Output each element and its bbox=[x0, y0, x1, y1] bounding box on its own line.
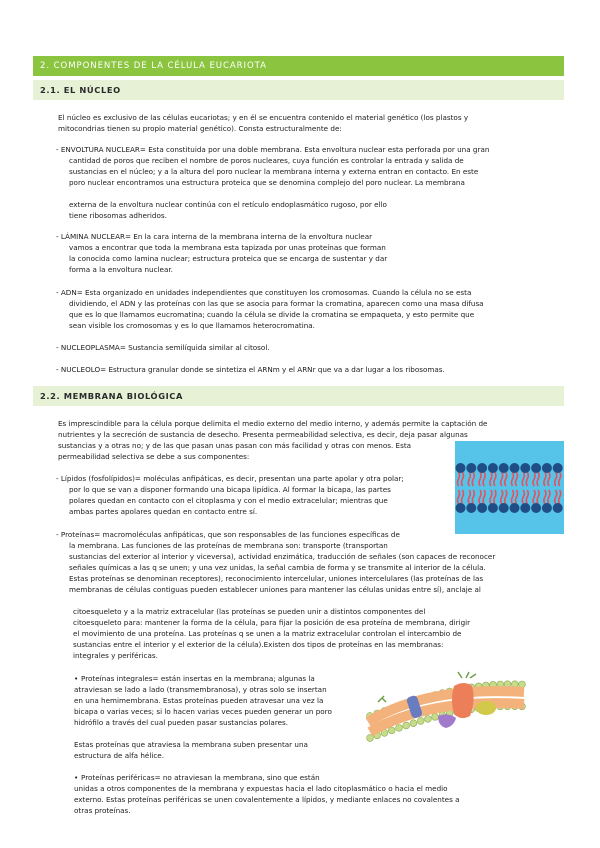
item-line: - Proteínas= macromoléculas anfipáticas, que son responsables de las funciones específicas de bbox=[56, 530, 400, 539]
membrane-intro-line: Es imprescindible para la célula porque delimita el medio externo del medio interno, y además permite la captación de bbox=[58, 419, 488, 428]
bullet: • bbox=[74, 674, 79, 683]
item-line: sustancias en el núcleo; y a la altura del poro nuclear la membrana interna y externa entran en contacto. En este bbox=[69, 167, 479, 176]
phospholipid-head bbox=[432, 714, 439, 721]
membrane-proteins-figure bbox=[366, 664, 526, 760]
phospholipid-head bbox=[466, 503, 476, 513]
item-line: citoesqueleto y a la matriz extracelular (las proteínas se pueden unir a distintos componentes del bbox=[73, 607, 426, 616]
item-line: la conocida como lamina nuclear; estructura proteica que se encarga de sustentar y dar bbox=[69, 254, 388, 263]
item-line: membranas de células contiguas pueden establecer uniones para mantener las células unidas entre sí), anclaje al bbox=[69, 585, 481, 594]
phospholipid-head bbox=[499, 503, 509, 513]
phospholipid-head bbox=[466, 463, 476, 473]
membrane-intro-line: nutrientes y la secreción de sustancia de desecho. Presenta permeabilidad selectiva, es decir, deja pasar algunas bbox=[58, 430, 468, 439]
bilayer-background bbox=[455, 441, 564, 534]
item-line: externo. Estas proteínas periféricas se unen covalentemente a lípidos, y mediante enlaces no covalentes a bbox=[74, 795, 460, 804]
phospholipid-head bbox=[488, 463, 498, 473]
phospholipid-head bbox=[510, 503, 520, 513]
section-title: 2. COMPONENTES DE LA CÉLULA EUCARIOTA bbox=[33, 56, 564, 76]
item-line: estructura de alfa hélice. bbox=[74, 751, 164, 760]
item-line: - Lípidos (fosfolípidos)= moléculas anfipáticas, es decir, presentan una parte apolar y otra polar; bbox=[56, 474, 404, 483]
membrane-intro-line: sustancias y a otras no; y de las que pasan unas pasan con más facilidad y otras con menos. Esta bbox=[58, 441, 412, 450]
item-line: - LÁMINA NUCLEAR= En la cara interna de la membrana interna de la envoltura nuclear bbox=[56, 232, 373, 241]
item-line: forma a la envoltura nuclear. bbox=[69, 265, 173, 274]
phospholipid-head bbox=[417, 718, 424, 725]
phospholipid-head bbox=[396, 725, 403, 732]
item-line: que es lo que llamamos eucromatina; cuando la célula se divide la cromatina se empaqueta, y esto permite que bbox=[69, 310, 475, 319]
item-line: otras proteínas. bbox=[74, 806, 131, 815]
item-line: Proteínas periféricas= no atraviesan la membrana, sino que están bbox=[81, 773, 320, 782]
phospholipid-head bbox=[403, 722, 410, 729]
item-line: sean visible los cromosomas y es lo que llamamos heterocromatina. bbox=[69, 321, 315, 330]
membrane-proteins-diagram bbox=[366, 664, 526, 756]
phospholipid-head bbox=[499, 463, 509, 473]
phospholipid-head bbox=[425, 716, 432, 723]
phospholipid-head bbox=[520, 463, 530, 473]
item-line: externa de la envoltura nuclear continúa con el retículo endoplasmático rugoso, por ello bbox=[69, 200, 387, 209]
phospholipid-head bbox=[477, 503, 487, 513]
nucleus-heading: 2.1. EL NÚCLEO bbox=[33, 80, 564, 100]
item-line: el movimiento de una proteína. Las proteínas q se unen a la matriz extracelular controlan el intercambio de bbox=[73, 629, 462, 638]
phospholipid-head bbox=[542, 463, 552, 473]
item-line: dividiendo, el ADN y las proteínas con las que se asocia para formar la cromatina, aparecen como una masa difusa bbox=[69, 299, 484, 308]
phospholipid-head bbox=[456, 503, 466, 513]
item-line: en una hemimembrana. Estas proteínas pueden atravesar una vez la bbox=[74, 696, 324, 705]
item-line: integrales y periféricas. bbox=[73, 651, 158, 660]
lipid-bilayer-figure bbox=[455, 441, 564, 538]
item-line: - ADN= Esta organizado en unidades independientes que constituyen los cromosomas. Cuando la célula no se esta bbox=[56, 288, 472, 297]
nucleoplasma-item: - NUCLEOPLASMA= Sustancia semilíquida similar al citosol. bbox=[56, 343, 270, 352]
item-line: tiene ribosomas adheridos. bbox=[69, 211, 167, 220]
membrane-intro-line: permeabilidad selectiva se debe a sus componentes: bbox=[58, 452, 250, 461]
item-line: ambas partes apolares quedan en contacto entre sí. bbox=[69, 507, 258, 516]
phospholipid-head bbox=[553, 503, 563, 513]
item-line: cantidad de poros que reciben el nombre de poros nucleares, cuya función es controlar la entrada y salida de bbox=[69, 156, 464, 165]
integral-protein-purple bbox=[438, 714, 456, 728]
item-line: Proteínas integrales= están insertas en la membrana; algunas la bbox=[81, 674, 315, 683]
nucleus-intro-line: El núcleo es exclusivo de las células eucariotas; y en él se encuentra contenido el material genético (los plastos y bbox=[58, 113, 469, 122]
phospholipid-head bbox=[553, 463, 563, 473]
item-line: vamos a encontrar que toda la membrana esta tapizada por unas proteínas que forman bbox=[69, 243, 386, 252]
phospholipid-head bbox=[488, 503, 498, 513]
phospholipid-head bbox=[456, 463, 466, 473]
bullet: • bbox=[74, 773, 79, 782]
item-line: bicapa o varias veces; si lo hacen varias veces pueden generar un poro bbox=[74, 707, 332, 716]
item-line: citoesqueleto para: mantener la forma de la célula, para fijar la posición de esa proteína de membrana, dirigir bbox=[73, 618, 471, 627]
integral-protein-orange bbox=[452, 683, 474, 718]
phospholipid-head bbox=[410, 720, 417, 727]
phospholipid-head bbox=[477, 463, 487, 473]
phospholipid-head bbox=[542, 503, 552, 513]
item-line: hidrófilo a través del cual pueden pasar sustancias polares. bbox=[74, 718, 289, 727]
nucleolo-item: - NUCLEOLO= Estructura granular donde se sintetiza el ARNm y el ARNr que va a dar lugar a los ribosomas. bbox=[56, 365, 445, 374]
item-line: la membrana. Las funciones de las proteínas de membrana son: transporte (transportan bbox=[69, 541, 388, 550]
item-line: Estas proteínas que atraviesa la membrana suben presentar una bbox=[74, 740, 308, 749]
phospholipid-head bbox=[520, 503, 530, 513]
nucleus-intro-line: mitocondrias tienen su propio material genético). Consta estructuralmente de: bbox=[58, 124, 342, 133]
item-line: por lo que se van a disponer formando una bicapa lipídica. Al formar la bicapa, las partes bbox=[69, 485, 391, 494]
item-line: - ENVOLTURA NUCLEAR= Esta constituida por una doble membrana. Esta envoltura nuclear esta perforada por una gran bbox=[56, 145, 490, 154]
phospholipid-head bbox=[531, 503, 541, 513]
item-line: atraviesan se lado a lado (transmembranosa), y otras solo se insertan bbox=[74, 685, 327, 694]
item-line: sustancias del exterior al interior y viceversa), actividad enzimática, traducción de señales (son capaces de reconocer bbox=[69, 552, 496, 561]
item-line: sustancias entre el interior y el exterior de la célula).Existen dos tipos de proteínas en las membranas: bbox=[73, 640, 444, 649]
item-line: Estas proteínas se denominan receptores), reconocimiento intercelular, uniones intercelulares (las proteínas de las bbox=[69, 574, 484, 583]
item-line: polares quedan en contacto con el citoplasma y con el medio extracelular; mientras que bbox=[69, 496, 388, 505]
item-line: poro nuclear encontramos una estructura proteica que se denomina complejo del poro nuclear. La membrana bbox=[69, 178, 465, 187]
phospholipid-head bbox=[388, 727, 395, 734]
lipid-bilayer-diagram bbox=[455, 441, 564, 534]
phospholipid-head bbox=[531, 463, 541, 473]
phospholipid-head bbox=[510, 463, 520, 473]
item-line: señales químicas a las q se unen; y una vez unidas, la señal cambia de forma y se transmite al interior de la célula. bbox=[69, 563, 486, 572]
peripheral-protein-yellow bbox=[476, 701, 496, 715]
membrane-heading: 2.2. MEMBRANA BIOLÓGICA bbox=[33, 386, 564, 406]
item-line: unidas a otros componentes de la membrana y expuestas hacia el lado citoplasmático o hacia el medio bbox=[74, 784, 448, 793]
